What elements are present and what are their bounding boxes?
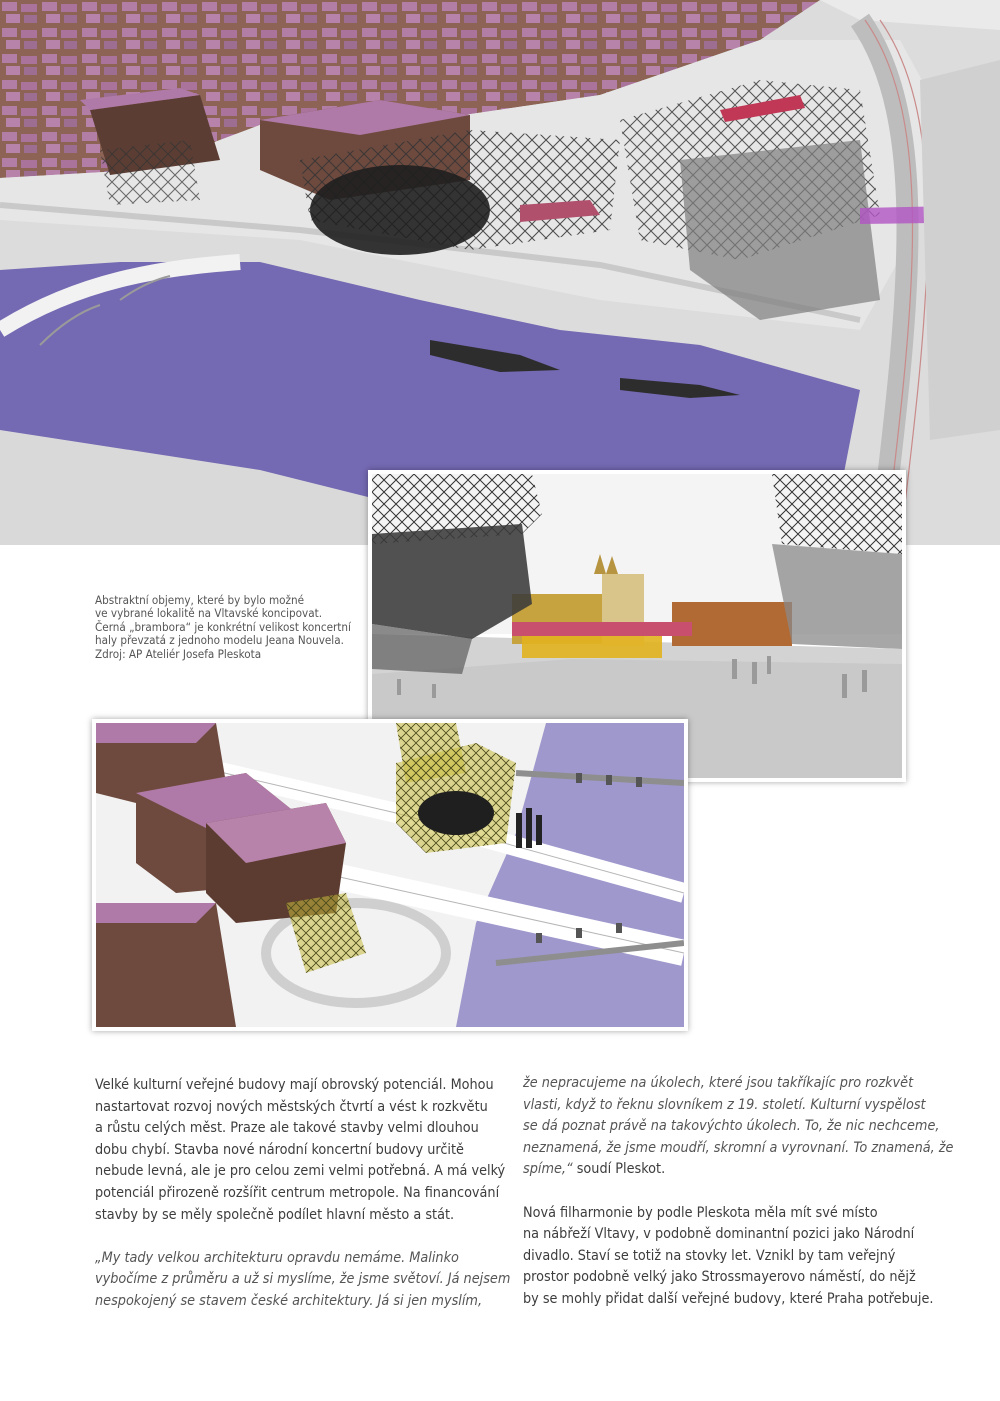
paragraph-intro (95, 1075, 506, 1226)
text-line: divadlo. Staví se totiž na stovky let. Vznikl by tam veřejný (523, 1247, 896, 1264)
text-line: že nepracujeme na úkolech, které jsou takříkajíc pro rozkvět (523, 1075, 914, 1091)
quote-attribution: soudí Pleskot. (572, 1161, 666, 1178)
caption-line: ve vybrané lokalitě na Vltavské koncipovat. (95, 606, 323, 621)
text-line: vlasti, když to řeknu slovníkem z 19. století. Kulturní vyspělost (523, 1096, 926, 1113)
article-column-left (95, 1075, 511, 1313)
text-line: prostor podobně velký jako Strossmayerovo náměstí, do nějž (523, 1269, 916, 1286)
text-line: a růstu celých měst. Praze ale takové stavby velmi dlouhou (95, 1120, 479, 1137)
text-line: dobu chybí. Stavba nové národní koncertní budovy určitě (95, 1141, 464, 1158)
site-model-image (96, 723, 684, 1027)
text-line: „My tady velkou architekturu opravdu nemáme. Malinko (95, 1249, 459, 1266)
caption-source: Zdroj: AP Ateliér Josefa Pleskota (95, 646, 262, 661)
caption-line: Abstraktní objemy, které by bylo možné (95, 593, 305, 607)
aerial-city-model (0, 0, 1000, 545)
quote-end: spíme,“ (523, 1161, 573, 1178)
text-line: vybočíme z průměru a už si myslíme, že jsme světoví. Já nejsem (95, 1271, 511, 1288)
text-line: na nábřeží Vltavy, v podobně dominantní pozici jako Národní (523, 1226, 915, 1243)
text-line: potenciál přirozeně rozšířit centrum metropole. Na financování (95, 1184, 500, 1201)
caption-line: Černá „brambora“ je konkrétní velikost koncertní (95, 619, 351, 634)
text-line: stavby by se měly společně podílet hlavní město a stát. (95, 1206, 455, 1223)
text-line: Velké kulturní veřejné budovy mají obrovský potenciál. Mohou (95, 1077, 494, 1093)
site-axonometric-render (92, 719, 688, 1031)
text-line: se dá poznat právě na takovýchto úkolech. To, že nic nechceme, (523, 1118, 940, 1135)
text-line: nastartovat rozvoj nových městských čtvrtí a vést k rozkvětu (95, 1098, 488, 1115)
text-line: Nová filharmonie by podle Pleskota měla mít své místo (523, 1204, 878, 1221)
text-line (523, 1159, 923, 1181)
hero-aerial-render (0, 0, 1000, 545)
text-line: nebude levná, ale je pro celou zemi velmi potřebná. A má velký (95, 1163, 506, 1180)
image-caption (95, 594, 355, 661)
text-line: by se mohly přidat další veřejné budovy, které Praha potřebuje. (523, 1290, 934, 1307)
text-line: neznamená, že jsme moudří, skromní a vyrovnaní. To znamená, že (523, 1139, 954, 1156)
quote-pleskot-start (95, 1248, 511, 1313)
caption-line: haly převzatá z jednoho modelu Jeana Nouvela. (95, 633, 344, 648)
quote-pleskot-continued (523, 1073, 954, 1181)
text-line: nespokojený se stavem české architektury. Já si jen myslím, (95, 1292, 483, 1309)
paragraph-philharmonic (523, 1203, 934, 1311)
article-column-right (523, 1073, 954, 1311)
